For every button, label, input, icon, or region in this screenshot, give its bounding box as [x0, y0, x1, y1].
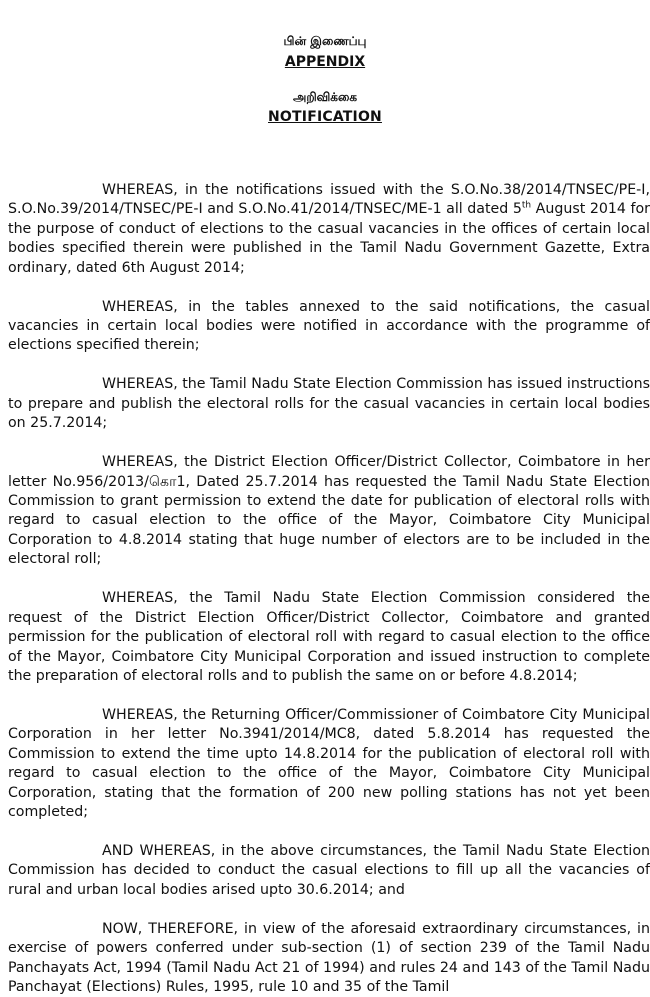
paragraph-6: WHEREAS, the Returning Officer/Commissioner of Coimbatore City Municipal Corporation in her letter No.3941/2014/MC8, dated 5.8.2014 has requested the Commission to extend the time upto 14.8.2014 for the publication of electoral roll with regard to casual election to the office of the Mayor, Coimbatore City Municipal Corporation, stating that the formation of 200 new polling stations has not yet been completed;	[8, 706, 650, 820]
paragraph-5: WHEREAS, the Tamil Nadu State Election Commission considered the request of the District Election Officer/District Collector, Coimbatore and granted permission for the publication of electoral roll with regard to casual election to the office of the Mayor, Coimbatore City Municipal Corporation and issued instruction to complete the preparation of electoral rolls and to publish the same on or before 4.8.2014;	[8, 590, 650, 684]
paragraph-8: NOW, THEREFORE, in view of the aforesaid extraordinary circumstances, in exercise of powers conferred under sub-section (1) of section 239 of the Tamil Nadu Panchayats Act, 1994 (Tamil Nadu Act 21 of 1994) and rules 24 and 143 of the Tamil Nadu Panchayat (Elections) Rules, 1995, rule 10 and 35 of the Tamil	[8, 920, 650, 995]
paragraph-7: AND WHEREAS, in the above circumstances, the Tamil Nadu State Election Commission has decided to conduct the casual elections to fill up all the vacancies of rural and urban local bodies arised upto 30.6.2014; and	[8, 842, 650, 898]
paragraph-1-text-cont: August 2014 for the purpose of conduct of elections to the casual vacancies in the offices of certain local bodies specified therein were published in the Tamil Nadu Government Gazette, Extra ordinary, dated 6th August 2014;	[8, 201, 650, 276]
ordinal-superscript: th	[521, 200, 532, 211]
appendix-heading: APPENDIX	[284, 54, 366, 70]
notification-heading: NOTIFICATION	[268, 109, 382, 125]
paragraph-4: WHEREAS, the District Election Officer/District Collector, Coimbatore in her letter No.956/2013/கொ1, Dated 25.7.2014 has requested the Tamil Nadu State Election Commission to grant permission to extend the date for publication of electoral rolls with regard to casual election to the office of the Mayor, Coimbatore City Municipal Corporation to 4.8.2014 stating that huge number of electors are to be included in the electoral roll;	[8, 454, 650, 568]
paragraph-1-text: WHEREAS, in the notifications issued with the S.O.No.38/2014/TNSEC/PE-I, S.O.No.39/2014/TNSEC/PE-I and S.O.No.41/2014/TNSEC/ME-1 all dated 5	[8, 182, 650, 218]
tamil-appendix-heading: பின் இணைப்பு	[283, 34, 367, 48]
tamil-notification-heading: அறிவிக்கை	[292, 90, 358, 104]
notification-body	[8, 181, 650, 997]
paragraph-2: WHEREAS, in the tables annexed to the said notifications, the casual vacancies in certain local bodies were notified in accordance with the programme of elections specified therein;	[8, 298, 650, 354]
paragraph-1	[8, 181, 650, 278]
paragraph-3: WHEREAS, the Tamil Nadu State Election Commission has issued instructions to prepare and publish the electoral rolls for the casual vacancies in certain local bodies on 25.7.2014;	[8, 376, 650, 432]
